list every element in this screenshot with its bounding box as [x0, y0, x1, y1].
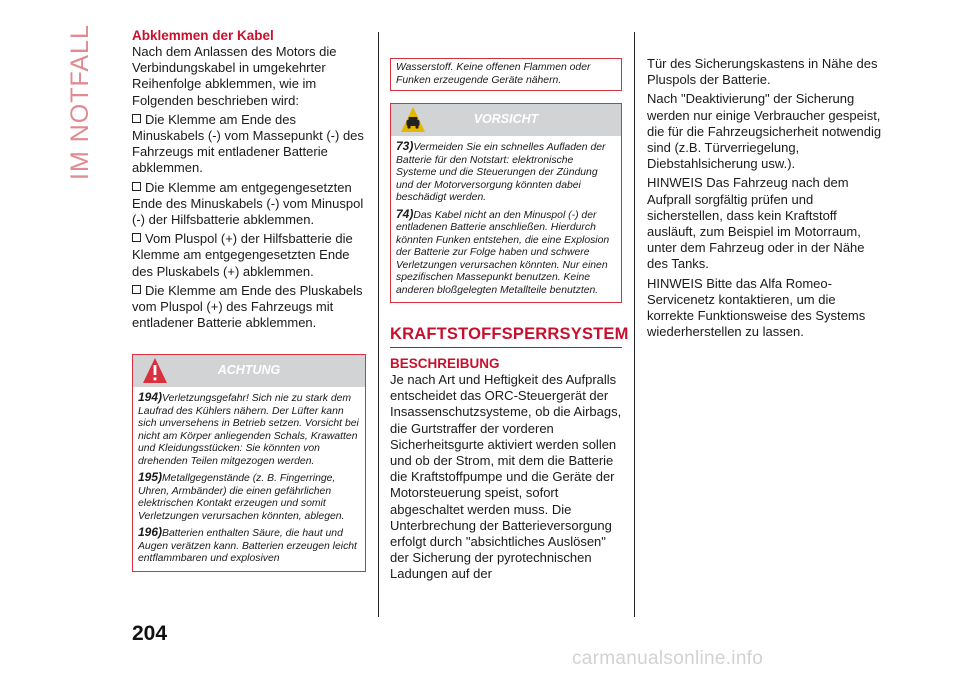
column-divider — [634, 32, 635, 617]
checkbox-bullet-icon — [132, 233, 141, 242]
warning-notes — [133, 387, 365, 571]
column-1 — [132, 28, 366, 572]
watermark: carmanualsonline.info — [572, 648, 764, 669]
note-item: 195)Metallgegenstände (z. B. Fingerringe, Uhren, Armbänder) die einen gefährlichen elektrischen Kontakt erzeugen und somit Verletzungen verursachen könnten, ablegen. — [138, 470, 345, 522]
checkbox-bullet-icon — [132, 114, 141, 123]
caution-label: VORSICHT — [473, 112, 539, 126]
section-title: IM NOTFALL — [66, 24, 94, 180]
warning-header — [133, 355, 365, 387]
list-item: Die Klemme am Ende des Minuskabels (-) vom Massepunkt (-) des Fahrzeugs mit entladener Batterie abklemmen. — [132, 111, 364, 176]
caution-header — [391, 104, 621, 136]
description-paragraph: Je nach Art und Heftigkeit des Aufpralls entscheidet das ORC-Steuergerät der Insassenschutzsysteme, ob die Airbags, die Gurtstraffer der vorderen Sicherheitsgurte aktiviert werden sollen und ob der Strom, mit dem die Batterie die Kraftstoffpumpe und die Geräte der Motorsteuerung speist, sofort abgeschaltet werden muss. Die Unterbrechung der Batterieversorgung erfolgt durch "absichtliches Auslösen" der Sicherung der pyrotechnischen Ladungen auf der — [390, 372, 622, 582]
warning-label: ACHTUNG — [217, 363, 281, 378]
column-2 — [390, 58, 629, 586]
column-divider — [378, 32, 379, 617]
list-item: Die Klemme am Ende des Pluskabels vom Pluspol (+) des Fahrzeugs mit entladener Batterie abklemmen. — [132, 282, 363, 331]
checkbox-bullet-icon — [132, 182, 141, 191]
continuation-text: Wasserstoff. Keine offenen Flammen oder Funken erzeugende Geräte nähern. — [396, 62, 591, 86]
page-number: 204 — [132, 622, 168, 645]
heading-underline — [390, 347, 622, 348]
warning-continuation-box — [390, 58, 622, 91]
note-item: 196)Batterien enthalten Säure, die haut und Augen verätzen kann. Batterien erzeugen leicht entflammbaren und explosiven — [138, 525, 357, 565]
caution-box — [390, 103, 622, 303]
list-item: Die Klemme am entgegengesetzten Ende des Minuskabels (-) vom Minuspol (-) der Hilfsbatterie abklemmen. — [132, 179, 364, 228]
paragraph: Nach "Deaktivierung" der Sicherung werden nur einige Verbraucher gespeist, die für die Fahrzeugsicherheit notwendig sind (z.B. Türverriegelung, Diebstahlsicherung usw.). — [647, 91, 882, 172]
column-3 — [647, 56, 882, 343]
intro-paragraph: Nach dem Anlassen des Motors die Verbindungskabel in umgekehrter Reihenfolge abklemmen, wie im Folgenden beschrieben wird: — [132, 44, 337, 108]
note-item: 194)Verletzungsgefahr! Sich nie zu stark dem Laufrad des Kühlers nähern. Der Lüfter kann sich unversehens in Betrieb setzen. Vorsicht bei nicht am Körper anliegenden Schals, Krawatten und Kleidungsstücken: Sie könnten von drehenden Teilen mitgezogen werden. — [138, 390, 359, 467]
paragraph: Tür des Sicherungskastens in Nähe des Pluspols der Batterie. — [647, 56, 878, 88]
paragraph: HINWEIS Bitte das Alfa Romeo-Servicenetz kontaktieren, um die korrekte Funktionsweise des Systems wiederherstellen zu lassen. — [647, 275, 866, 340]
note-item: 74)Das Kabel nicht an den Minuspol (-) der entladenen Batterie anschließen. Hierdurch könnten Funken entstehen, die eine Explosion der Batterie zur Folge haben und schwere Verletzungen verursachen könnten. Nur einen spezifischen Massepunkt benutzen. Keine anderen bloßgelegten Metallteile benutzten. — [396, 206, 610, 296]
section-heading: KRAFTSTOFFSPERRSYSTEM — [390, 325, 629, 343]
paragraph: HINWEIS Das Fahrzeug nach dem Aufprall sorgfältig prüfen und sicherstellen, dass kein Kraftstoff ausläuft, zum Beispiel im Motorraum, unter dem Fahrzeug oder in der Nähe des Tanks. — [647, 175, 865, 272]
note-item: 73)Vermeiden Sie ein schnelles Aufladen der Batterie für den Notstart: elektronische Systeme und die Steuerungen der Zündung und der Motorversorgung könnten dabei beschädigt werden. — [396, 139, 606, 203]
list-item: Vom Pluspol (+) der Hilfsbatterie die Klemme am entgegengesetzten Ende des Pluskabels (+) abklemmen. — [132, 231, 353, 279]
checkbox-bullet-icon — [132, 285, 141, 294]
caution-notes — [391, 136, 621, 302]
subsection-heading: Abklemmen der Kabel — [132, 28, 274, 43]
subsection-heading: BESCHREIBUNG — [390, 356, 500, 371]
warning-box — [132, 354, 366, 572]
